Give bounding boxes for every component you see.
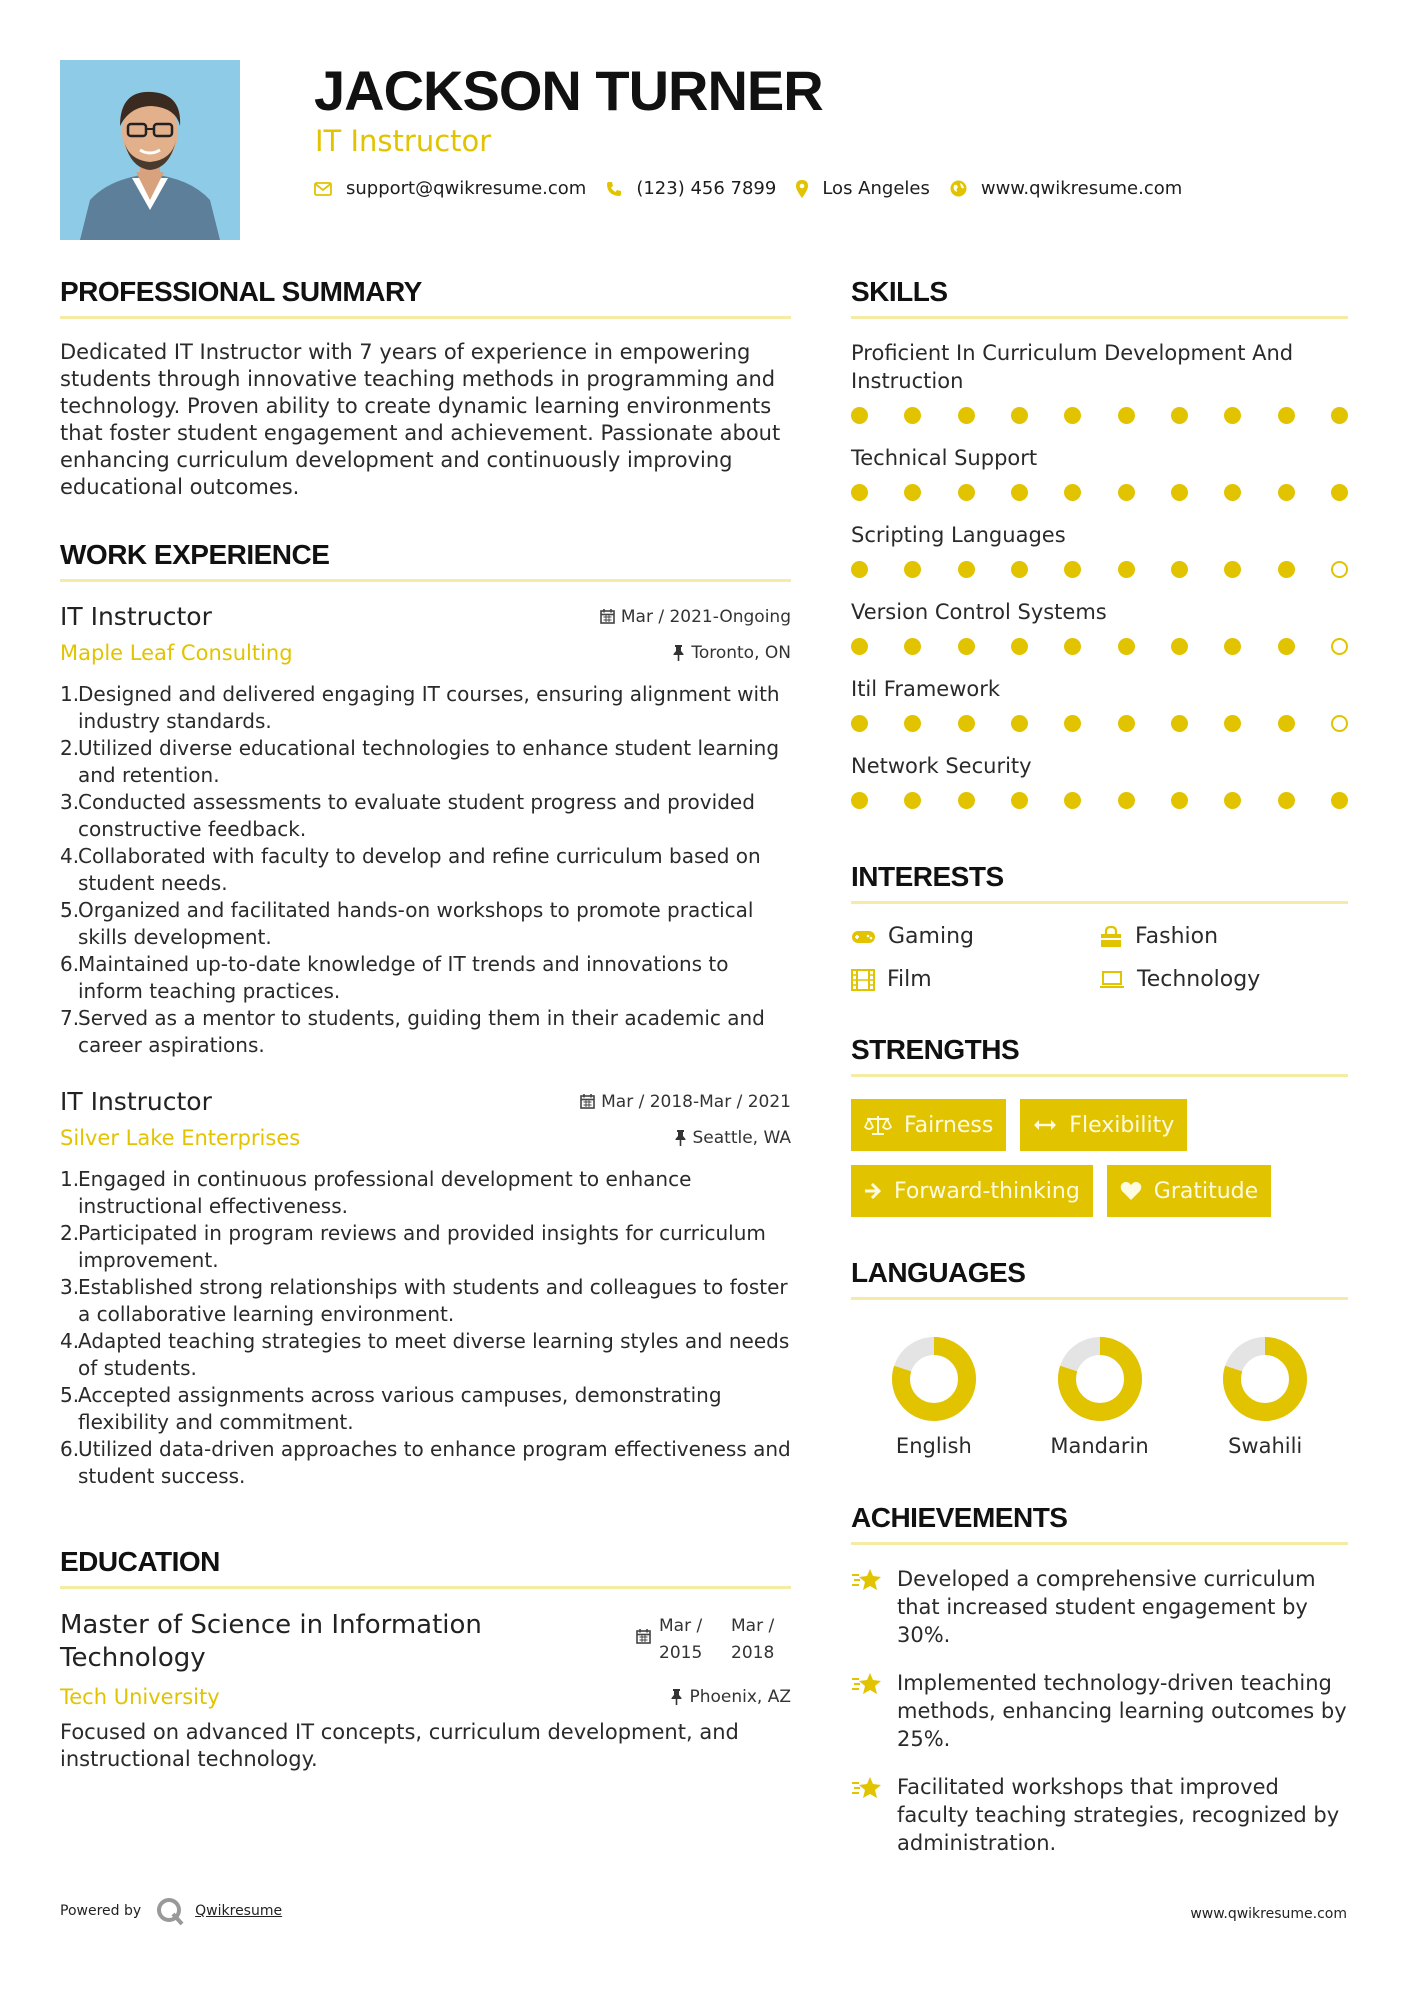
achievement-item — [851, 1565, 1348, 1649]
globe-icon — [950, 180, 967, 197]
summary-text: Dedicated IT Instructor with 7 years of experience in empowering students through innovative teaching methods in programming and technology. Proven ability to create dynamic learning environments that foster student engagement and achievement. Passionate about enhancing curriculum development and continuously improving educational outcomes. — [60, 340, 781, 499]
achievement-item — [851, 1669, 1348, 1753]
company-name: Maple Leaf Consulting — [60, 641, 293, 665]
contact-website[interactable] — [950, 178, 1182, 199]
skills-heading: SKILLS — [851, 276, 1348, 319]
skill-item — [851, 444, 1348, 501]
rating-dot-filled — [1118, 638, 1135, 655]
skill-name: Technical Support — [851, 446, 1038, 470]
job-bullets — [60, 681, 791, 1059]
balance-scale-icon — [864, 1114, 892, 1136]
rating-dot-filled — [1011, 792, 1028, 809]
interest-label: Gaming — [888, 924, 974, 949]
rating-dot-filled — [1171, 715, 1188, 732]
pushpin-icon — [675, 1130, 686, 1146]
job-role: IT Instructor — [60, 602, 212, 631]
skill-rating — [851, 561, 1348, 578]
school-name: Tech University — [60, 1685, 220, 1709]
arrows-horizontal-icon — [1033, 1118, 1057, 1132]
rating-dot-empty — [1331, 561, 1348, 578]
rating-dot-filled — [1171, 561, 1188, 578]
rating-dot-filled — [1011, 484, 1028, 501]
interest-item — [1099, 967, 1347, 992]
strength-tag — [1020, 1099, 1187, 1151]
calendar-icon — [636, 1629, 651, 1644]
skill-name: Itil Framework — [851, 677, 1001, 701]
star-badge-icon — [851, 1567, 883, 1593]
rating-dot-filled — [904, 561, 921, 578]
achievement-text: Implemented technology-driven teaching methods, enhancing learning outcomes by 25%. — [897, 1671, 1347, 1751]
language-item — [1182, 1336, 1348, 1458]
language-level-donut — [1222, 1336, 1308, 1422]
arrow-right-icon — [864, 1182, 882, 1200]
skill-name: Version Control Systems — [851, 600, 1107, 624]
interest-item — [851, 924, 1099, 949]
skills-list — [851, 339, 1348, 809]
education-description: Focused on advanced IT concepts, curriculum development, and instructional technology. — [60, 1720, 739, 1771]
job-bullets — [60, 1166, 791, 1490]
heart-icon — [1120, 1181, 1142, 1201]
education-entry — [60, 1609, 791, 1675]
rating-dot-filled — [904, 638, 921, 655]
candidate-name: JACKSON TURNER — [314, 59, 823, 122]
rating-dot-filled — [1171, 407, 1188, 424]
rating-dot-filled — [904, 407, 921, 424]
rating-dot-filled — [1064, 792, 1081, 809]
strength-label: Forward-thinking — [894, 1178, 1080, 1204]
rating-dot-filled — [1064, 484, 1081, 501]
language-item — [851, 1336, 1017, 1458]
gamepad-icon — [851, 929, 876, 945]
job-entry — [60, 1087, 791, 1490]
contact-email-text: support@qwikresume.com — [346, 178, 587, 199]
rating-dot-filled — [1224, 792, 1241, 809]
list-item: 2. Utilized diverse educational technologies to enhance student learning and retention. — [60, 736, 780, 787]
interest-item — [1099, 924, 1347, 949]
star-badge-icon — [851, 1775, 883, 1801]
education-heading: EDUCATION — [60, 1546, 791, 1589]
skill-item — [851, 598, 1348, 655]
strength-label: Fairness — [904, 1112, 994, 1138]
calendar-icon — [600, 609, 615, 624]
achievements-list — [851, 1565, 1348, 1857]
education-start: Mar / 2015 — [659, 1616, 703, 1663]
rating-dot-filled — [851, 561, 868, 578]
strength-tag — [851, 1099, 1006, 1151]
achievement-text: Developed a comprehensive curriculum that increased student engagement by 30%. — [897, 1567, 1316, 1647]
rating-dot-filled — [851, 638, 868, 655]
candidate-title: IT Instructor — [315, 124, 492, 158]
contact-phone-text: (123) 456 7899 — [636, 178, 777, 199]
footer-website[interactable]: www.qwikresume.com — [1190, 1906, 1347, 1922]
footer-powered-by — [60, 1896, 282, 1926]
job-dates — [600, 607, 791, 627]
star-badge-icon — [851, 1671, 883, 1697]
language-level-donut — [1057, 1336, 1143, 1422]
rating-dot-filled — [1171, 638, 1188, 655]
rating-dot-filled — [904, 484, 921, 501]
strength-tag — [851, 1165, 1093, 1217]
job-dates — [580, 1092, 791, 1112]
job-location — [673, 643, 791, 663]
rating-dot-filled — [1011, 407, 1028, 424]
rating-dot-filled — [1064, 561, 1081, 578]
rating-dot-filled — [958, 792, 975, 809]
left-column — [60, 276, 791, 1773]
rating-dot-filled — [1278, 792, 1295, 809]
right-column — [851, 276, 1348, 1857]
language-name: Mandarin — [1050, 1434, 1149, 1458]
rating-dot-empty — [1331, 638, 1348, 655]
job-location-text: Toronto, ON — [691, 643, 791, 663]
interests-heading: INTERESTS — [851, 861, 1348, 904]
education-dates — [636, 1613, 791, 1667]
powered-by-label: Powered by — [60, 1903, 142, 1919]
company-name: Silver Lake Enterprises — [60, 1126, 301, 1150]
rating-dot-filled — [1064, 407, 1081, 424]
skill-rating — [851, 484, 1348, 501]
job-location-text: Seattle, WA — [692, 1128, 791, 1148]
phone-icon — [606, 181, 622, 197]
laptop-icon — [1099, 971, 1125, 989]
rating-dot-filled — [1224, 484, 1241, 501]
rating-dot-filled — [851, 407, 868, 424]
rating-dot-filled — [1224, 638, 1241, 655]
qwikresume-logo-icon — [155, 1896, 185, 1926]
rating-dot-filled — [958, 407, 975, 424]
rating-dot-filled — [851, 715, 868, 732]
list-item: 3. Conducted assessments to evaluate student progress and provided constructive feedback. — [60, 790, 755, 841]
rating-dot-filled — [1118, 715, 1135, 732]
list-item: 2. Participated in program reviews and provided insights for curriculum improvement. — [60, 1221, 766, 1272]
rating-dot-filled — [1331, 792, 1348, 809]
list-item: 1. Designed and delivered engaging IT courses, ensuring alignment with industry standards. — [60, 682, 780, 733]
job-dates-text: Mar / 2021-Ongoing — [620, 606, 791, 627]
list-item: 4. Collaborated with faculty to develop and refine curriculum based on student needs. — [60, 844, 761, 895]
skill-rating — [851, 638, 1348, 655]
calendar-icon — [580, 1094, 595, 1109]
achievement-item — [851, 1773, 1348, 1857]
rating-dot-filled — [1118, 407, 1135, 424]
film-icon — [851, 969, 875, 991]
contact-location-text: Los Angeles — [822, 178, 930, 199]
profile-photo — [60, 60, 240, 240]
contact-bar — [314, 178, 1202, 199]
interest-item — [851, 967, 1099, 992]
language-item — [1017, 1336, 1183, 1458]
rating-dot-filled — [958, 638, 975, 655]
languages-heading: LANGUAGES — [851, 1257, 1348, 1300]
rating-dot-filled — [1331, 484, 1348, 501]
contact-phone[interactable] — [606, 178, 776, 199]
interest-label: Film — [887, 967, 932, 992]
skill-name: Scripting Languages — [851, 523, 1066, 547]
list-item: 6. Maintained up-to-date knowledge of IT trends and innovations to inform teaching practices. — [60, 952, 729, 1003]
contact-email[interactable] — [314, 178, 586, 199]
contact-location — [796, 178, 930, 199]
job-entry — [60, 602, 791, 1059]
rating-dot-filled — [1278, 407, 1295, 424]
rating-dot-filled — [1118, 792, 1135, 809]
skill-rating — [851, 407, 1348, 424]
rating-dot-filled — [851, 792, 868, 809]
rating-dot-empty — [1331, 715, 1348, 732]
list-item: 3. Established strong relationships with students and colleagues to foster a collaborative learning environment. — [60, 1275, 788, 1326]
rating-dot-filled — [1278, 561, 1295, 578]
strength-label: Flexibility — [1069, 1112, 1175, 1138]
summary-heading: PROFESSIONAL SUMMARY — [60, 276, 791, 319]
pushpin-icon — [673, 645, 684, 661]
skill-item — [851, 675, 1348, 732]
language-name: English — [895, 1434, 972, 1458]
rating-dot-filled — [1224, 715, 1241, 732]
list-item: 5. Accepted assignments across various campuses, demonstrating flexibility and commitment. — [60, 1383, 722, 1434]
skill-rating — [851, 715, 1348, 732]
job-dates-text: Mar / 2018-Mar / 2021 — [601, 1091, 791, 1112]
rating-dot-filled — [1224, 561, 1241, 578]
rating-dot-filled — [958, 561, 975, 578]
skill-rating — [851, 792, 1348, 809]
interest-label: Fashion — [1135, 924, 1219, 949]
language-name: Swahili — [1228, 1434, 1303, 1458]
list-item: 4. Adapted teaching strategies to meet diverse learning styles and needs of students. — [60, 1329, 790, 1380]
skill-name: Network Security — [851, 754, 1032, 778]
interests-list — [851, 924, 1348, 992]
rating-dot-filled — [851, 484, 868, 501]
skill-name: Proficient In Curriculum Development And Instruction — [851, 341, 1294, 393]
rating-dot-filled — [1118, 484, 1135, 501]
job-role: IT Instructor — [60, 1087, 212, 1116]
rating-dot-filled — [904, 715, 921, 732]
rating-dot-filled — [1064, 715, 1081, 732]
rating-dot-filled — [1171, 484, 1188, 501]
languages-list — [851, 1336, 1348, 1458]
list-item: 5. Organized and facilitated hands-on workshops to promote practical skills development. — [60, 898, 754, 949]
strength-tag — [1107, 1165, 1271, 1217]
rating-dot-filled — [958, 484, 975, 501]
rating-dot-filled — [1011, 638, 1028, 655]
rating-dot-filled — [1278, 638, 1295, 655]
strength-label: Gratitude — [1153, 1178, 1259, 1204]
degree-title: Master of Science in Information Technology — [60, 1610, 482, 1673]
envelope-icon — [314, 182, 332, 196]
achievements-heading: ACHIEVEMENTS — [851, 1502, 1348, 1545]
interest-label: Technology — [1137, 967, 1261, 992]
strengths-list — [851, 1099, 1348, 1217]
rating-dot-filled — [1278, 715, 1295, 732]
list-item: 1. Engaged in continuous professional development to enhance instructional effectiveness. — [60, 1167, 692, 1218]
rating-dot-filled — [1118, 561, 1135, 578]
qwikresume-link[interactable]: Qwikresume — [195, 1903, 283, 1919]
education-end: Mar / 2018 — [731, 1616, 775, 1663]
map-pin-icon — [796, 180, 808, 198]
rating-dot-filled — [1011, 715, 1028, 732]
rating-dot-filled — [1171, 792, 1188, 809]
rating-dot-filled — [1331, 407, 1348, 424]
experience-heading: WORK EXPERIENCE — [60, 539, 791, 582]
rating-dot-filled — [1278, 484, 1295, 501]
achievement-text: Facilitated workshops that improved faculty teaching strategies, recognized by administration. — [897, 1775, 1340, 1855]
rating-dot-filled — [1064, 638, 1081, 655]
strengths-heading: STRENGTHS — [851, 1034, 1348, 1077]
job-location — [675, 1128, 792, 1148]
contact-website-text: www.qwikresume.com — [980, 178, 1183, 199]
rating-dot-filled — [904, 792, 921, 809]
skill-item — [851, 752, 1348, 809]
education-location: Phoenix, AZ — [671, 1687, 791, 1707]
skill-item — [851, 521, 1348, 578]
skill-item — [851, 339, 1348, 424]
rating-dot-filled — [1224, 407, 1241, 424]
shopping-bag-icon — [1099, 926, 1123, 948]
list-item: 7. Served as a mentor to students, guiding them in their academic and career aspirations. — [60, 1006, 765, 1057]
pushpin-icon — [671, 1689, 682, 1705]
language-level-donut — [891, 1336, 977, 1422]
rating-dot-filled — [958, 715, 975, 732]
rating-dot-filled — [1011, 561, 1028, 578]
list-item: 6. Utilized data-driven approaches to enhance program effectiveness and student success. — [60, 1437, 791, 1488]
